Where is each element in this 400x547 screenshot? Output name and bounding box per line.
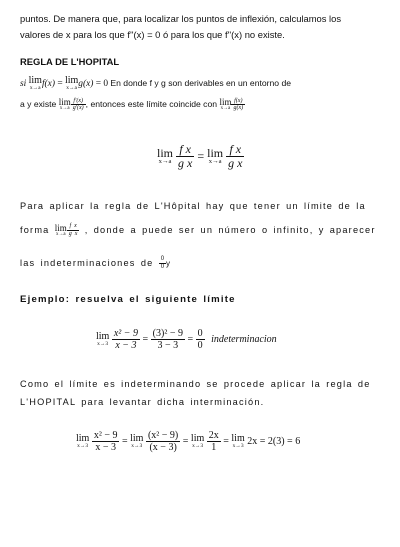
lim-subscript: x→a	[158, 158, 172, 166]
lim-expression-g	[65, 76, 78, 92]
fraction-numerator: f x	[67, 223, 80, 231]
lim-word: lim	[219, 96, 232, 107]
definition-text-2a: a y existe	[20, 99, 57, 109]
lim-subscript: x→3	[192, 442, 204, 449]
fraction-denominator: 0	[160, 264, 165, 271]
equals-sign: =	[197, 149, 205, 164]
equals-sign: =	[187, 334, 194, 345]
fraction-denominator: x − 3	[115, 340, 137, 351]
fraction-numerator: f(x)	[231, 98, 245, 106]
derivative-fraction	[146, 430, 180, 453]
section-heading-lhopital: REGLA DE L'HOPITAL	[20, 56, 120, 67]
indeterminations-text: las indeterminaciones de	[20, 258, 154, 268]
definition-text-1: En donde f y g son derivables en un entorno de	[110, 78, 292, 88]
fraction-numerator: 2x	[208, 430, 219, 441]
lim-subscript: x→3	[131, 442, 143, 449]
fraction-denominator: g x	[178, 156, 193, 171]
substituted-fraction	[151, 328, 185, 351]
example-heading: Ejemplo: resuelva el siguiente límite	[20, 294, 236, 305]
intro-paragraph	[20, 11, 380, 43]
equals-sign: =	[57, 79, 63, 89]
indeterminate-form-fraction	[67, 223, 80, 237]
lim-expression	[191, 434, 204, 450]
simplified-fraction	[207, 430, 221, 453]
fraction-numerator: 0	[197, 328, 203, 339]
zero-over-zero-result	[196, 328, 205, 351]
equals-sign: =	[142, 334, 149, 345]
fraction-numerator: (x² − 9)	[147, 430, 179, 441]
fraction-numerator: f'(x)	[71, 98, 86, 106]
lim-word: lim	[64, 75, 79, 87]
equals-sign: =	[182, 436, 189, 447]
function-fraction	[231, 98, 245, 112]
lim-word: lim	[96, 330, 110, 342]
forma-word: forma	[20, 225, 50, 235]
fraction-denominator: g(x)	[233, 105, 244, 112]
lim-subscript: x→a	[208, 158, 222, 166]
lim-expression	[96, 332, 109, 348]
zero-over-zero	[159, 256, 166, 270]
fraction-numerator: x² − 9	[93, 430, 118, 441]
intro-line-1: puntos. De manera que, para localizar los puntos de inflexión, calculamos los	[20, 13, 342, 24]
lim-word: lim	[231, 432, 245, 444]
lim-expression	[130, 434, 143, 450]
conclusion-paragraph	[20, 376, 380, 410]
lim-word: lim	[130, 432, 144, 444]
lim-subscript: x→a	[66, 85, 77, 92]
conclusion-line-1: Como el límite es indeterminando se procede aplicar la regla de	[20, 379, 371, 389]
lim-subscript: x→a	[55, 231, 66, 237]
si-word: si	[20, 79, 27, 89]
fraction-numerator: f x	[226, 143, 244, 157]
lim-subscript: x→3	[77, 442, 89, 449]
fraction-denominator: g x	[68, 231, 78, 238]
lim-subscript: x→3	[232, 442, 244, 449]
lim-word: lim	[54, 222, 67, 233]
apply-rule-line-2	[20, 222, 380, 238]
lhopital-rule-formula	[157, 143, 244, 170]
equals-sign: =	[121, 436, 128, 447]
indetermination-tail: y	[166, 259, 172, 268]
fraction-numerator: 0	[160, 256, 165, 263]
fraction-right	[226, 143, 244, 170]
equals-sign: =	[223, 436, 229, 447]
equals-zero: = 0	[95, 79, 109, 89]
fraction-numerator: f x	[176, 143, 194, 157]
fraction-left	[176, 143, 194, 170]
indeterminacion-note: indeterminacion	[211, 334, 277, 345]
definition-line-1	[20, 75, 380, 92]
fraction-denominator: 3 − 3	[157, 340, 179, 351]
intro-line-2: valores de x para los que f''(x) = 0 ó para los que f''(x) no existe.	[20, 29, 285, 40]
fraction-denominator: g'(x)	[72, 105, 84, 112]
f-of-x: f(x)	[41, 79, 55, 89]
lim-expression	[76, 434, 89, 450]
lim-subscript: x→a	[59, 105, 70, 111]
fraction-denominator: 0	[197, 340, 203, 351]
lim-quotient	[219, 98, 231, 112]
apply-rule-line-1: Para aplicar la regla de L'Hôpital hay que tener un límite de la	[20, 201, 366, 211]
fraction-numerator: x² − 9	[113, 328, 139, 339]
lim-word: lim	[207, 146, 224, 161]
lim-subscript: x→a	[220, 105, 231, 111]
definition-text-2b: , entonces este límite coincide con	[85, 99, 218, 109]
definition-line-2	[20, 96, 380, 112]
lim-word: lim	[58, 96, 71, 107]
fraction-denominator: x − 3	[95, 442, 116, 453]
lim-expression-f	[29, 76, 42, 92]
derivative-fraction	[71, 98, 86, 112]
lim-right	[207, 147, 223, 166]
conclusion-line-2: L'HOPITAL para levantar dicha interminación.	[20, 397, 265, 407]
lim-subscript: x→a	[29, 85, 41, 92]
lim-subscript: x→3	[97, 340, 109, 347]
lim-word: lim	[76, 432, 90, 444]
lim-word: lim	[157, 146, 174, 161]
lim-expression	[231, 434, 244, 450]
original-fraction	[112, 328, 140, 351]
example-limit-equation	[96, 328, 277, 351]
lim-word: lim	[28, 75, 42, 87]
fraction-numerator: (3)² − 9	[152, 328, 183, 339]
lim-left	[157, 147, 173, 166]
lhopital-solution-equation	[76, 430, 300, 453]
original-fraction	[92, 430, 120, 453]
fraction-denominator: g x	[228, 156, 243, 171]
apply-rule-line-3	[20, 255, 380, 272]
g-of-x: g(x)	[78, 79, 94, 89]
final-result: 2x = 2(3) = 6	[247, 436, 301, 447]
fraction-denominator: (x − 3)	[149, 442, 177, 453]
lim-expression	[55, 224, 67, 238]
apply-rule-text: , donde a puede ser un número o infinito, y aparecer	[84, 225, 376, 235]
lim-word: lim	[190, 432, 205, 444]
fraction-denominator: 1	[211, 442, 217, 453]
lim-prime-quotient	[59, 98, 71, 112]
